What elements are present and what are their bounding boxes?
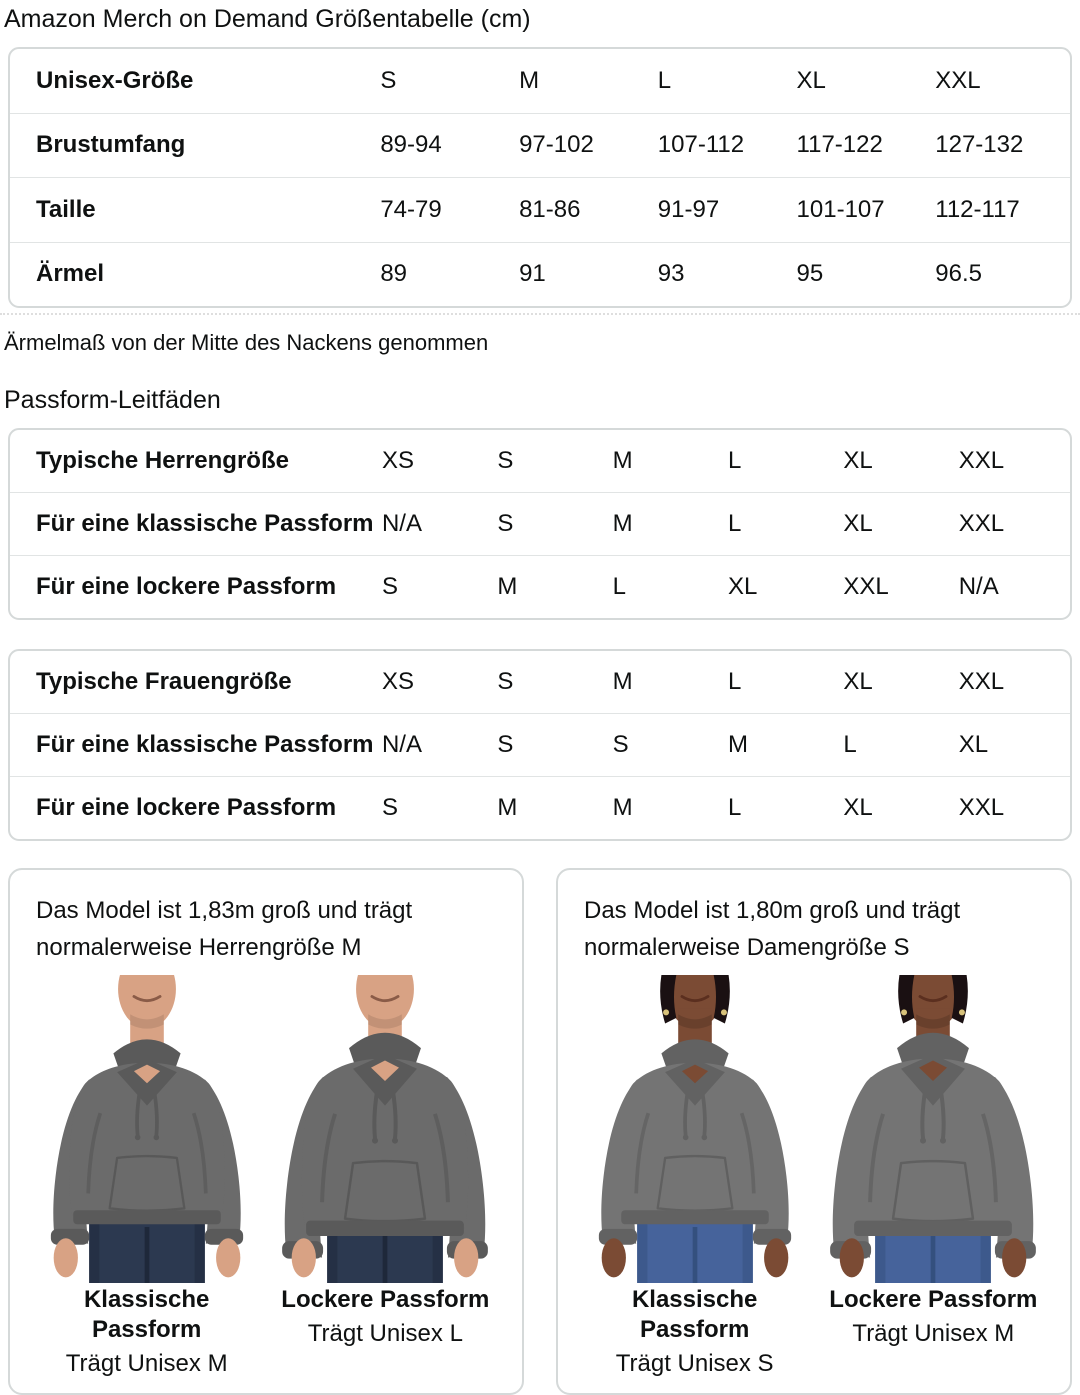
male-model-classic-photo (35, 975, 259, 1283)
size-cell: 89 (380, 260, 408, 288)
size-cell: XL (843, 794, 873, 821)
classic-fit-figure (580, 975, 809, 1378)
size-cell: 101-107 (796, 195, 885, 223)
size-cell: 97-102 (519, 131, 594, 159)
table-row (10, 776, 1070, 839)
size-cell: S (497, 510, 514, 537)
size-cell: XXL (958, 668, 1005, 695)
row-label: Für eine lockere Passform (36, 573, 337, 600)
size-cell: M (612, 447, 633, 474)
size-cell: XL (796, 66, 826, 94)
size-cell: M (612, 668, 633, 695)
size-cell: S (497, 668, 514, 695)
table-row (10, 49, 1070, 113)
row-label: Für eine klassische Passform (36, 510, 374, 537)
size-cell: S (612, 731, 629, 758)
loose-fit-figure (271, 975, 500, 1378)
row-label: Für eine lockere Passform (36, 794, 337, 821)
fit-size-label: Trägt Unisex M (852, 1320, 1015, 1347)
size-cell: S (497, 447, 514, 474)
size-cell: S (497, 731, 514, 758)
sleeve-measure-note: Ärmelmaß von der Mitte des Nackens genommen (4, 330, 489, 355)
table-row (10, 113, 1070, 178)
page-title: Amazon Merch on Demand Größentabelle (cm) (4, 5, 531, 33)
size-cell: XXL (935, 66, 981, 94)
size-cell: L (728, 668, 742, 695)
size-cell: S (380, 66, 397, 94)
figures-row (580, 975, 1048, 1378)
size-cell: XL (958, 731, 989, 758)
table-row (10, 713, 1070, 776)
size-cell: N/A (958, 573, 999, 600)
size-cell: N/A (381, 510, 422, 537)
row-label: Brustumfang (36, 131, 186, 159)
size-cell: 95 (796, 260, 824, 288)
table-row (10, 242, 1070, 307)
size-cell: L (612, 573, 627, 600)
size-cell: S (381, 794, 398, 821)
row-label: Taille (36, 195, 96, 223)
table-row (10, 430, 1070, 492)
row-label: Für eine klassische Passform (36, 731, 374, 758)
fit-guides-heading: Passform-Leitfäden (4, 386, 221, 414)
size-cell: M (612, 794, 633, 821)
fit-size-label: Trägt Unisex L (307, 1320, 463, 1347)
size-cell: XL (843, 668, 873, 695)
womens-model-card (556, 868, 1072, 1395)
loose-fit-figure (819, 975, 1048, 1378)
size-cell: XXL (843, 573, 889, 600)
size-cell: 96.5 (935, 260, 982, 288)
row-label: Typische Herrengröße (36, 447, 289, 474)
size-cell: 112-117 (935, 195, 1020, 223)
size-cell: M (612, 510, 633, 537)
fit-size-label: Trägt Unisex S (615, 1350, 774, 1377)
size-chart-page (0, 4, 1080, 1392)
model-description: Das Model ist 1,80m groß und trägt normalerweise Damengröße S (584, 897, 961, 961)
fit-caption: Klassische Passform (631, 1286, 758, 1343)
mens-fit-table (8, 428, 1072, 620)
table-row (10, 555, 1070, 618)
size-cell: 117-122 (796, 131, 883, 159)
dotted-divider (0, 313, 1080, 315)
table-row (10, 651, 1070, 713)
size-cell: L (657, 66, 672, 94)
size-cell: 89-94 (380, 131, 442, 159)
male-model-loose-photo (273, 975, 497, 1283)
size-cell: XS (381, 447, 414, 474)
size-table (8, 47, 1072, 308)
size-cell: L (728, 794, 742, 821)
table-row (10, 177, 1070, 242)
size-cell: 127-132 (935, 131, 1024, 159)
size-cell: 74-79 (380, 195, 442, 223)
size-cell: M (728, 731, 748, 758)
size-cell: L (728, 447, 742, 474)
fit-caption: Lockere Passform (281, 1286, 490, 1313)
fit-caption: Lockere Passform (829, 1286, 1038, 1313)
table-row (10, 492, 1070, 555)
row-label: Ärmel (36, 260, 105, 288)
size-cell: L (728, 510, 742, 537)
figures-row (32, 975, 500, 1378)
model-description: Das Model ist 1,83m groß und trägt normalerweise Herrengröße M (36, 897, 413, 961)
female-model-classic-photo (583, 975, 807, 1283)
row-label: Unisex-Größe (36, 66, 194, 94)
size-cell: XS (381, 668, 414, 695)
size-cell: 91-97 (657, 195, 720, 223)
size-cell: XL (843, 510, 873, 537)
size-cell: S (381, 573, 398, 600)
size-cell: XL (843, 447, 873, 474)
fit-size-label: Trägt Unisex M (65, 1350, 228, 1377)
fit-caption: Klassische Passform (83, 1286, 210, 1343)
size-cell: L (843, 731, 857, 758)
mens-model-card (8, 868, 524, 1395)
row-label: Typische Frauengröße (36, 668, 292, 695)
model-cards (8, 868, 1072, 1395)
classic-fit-figure (32, 975, 261, 1378)
size-cell: M (519, 66, 540, 94)
female-model-loose-photo (821, 975, 1045, 1283)
size-cell: M (497, 794, 518, 821)
size-cell: 107-112 (657, 131, 745, 159)
size-cell: 91 (519, 260, 546, 288)
size-cell: 81-86 (519, 195, 581, 223)
size-cell: N/A (381, 731, 422, 758)
size-cell: XXL (958, 447, 1005, 474)
size-cell: XXL (958, 794, 1005, 821)
size-cell: M (497, 573, 518, 600)
size-cell: XL (728, 573, 758, 600)
size-cell: XXL (958, 510, 1005, 537)
womens-fit-table (8, 649, 1072, 841)
size-cell: 93 (657, 260, 685, 288)
